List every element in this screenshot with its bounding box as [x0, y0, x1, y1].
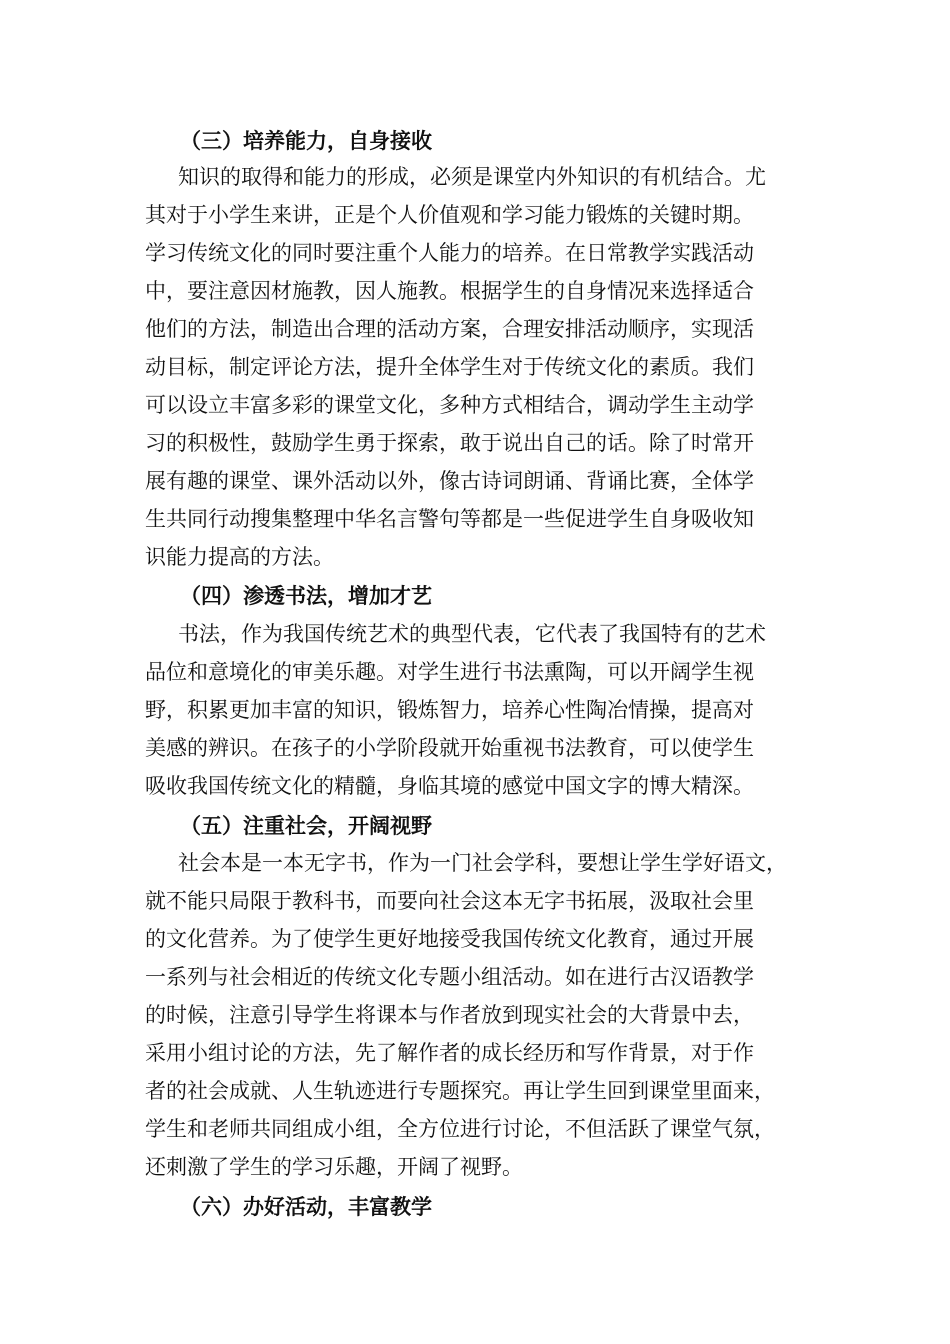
section-heading-5: （五）注重社会，开阔视野	[180, 814, 432, 838]
paragraph-line: 书法，作为我国传统艺术的典型代表，它代表了我国特有的艺术	[178, 622, 766, 646]
paragraph-line: 识能力提高的方法。	[145, 545, 334, 569]
paragraph-line: 生共同行动搜集整理中华名言警句等都是一些促进学生自身吸收知	[145, 507, 754, 531]
paragraph-line: 展有趣的课堂、课外活动以外，像古诗词朗诵、背诵比赛，全体学	[145, 469, 754, 493]
paragraph-line: 可以设立丰富多彩的课堂文化，多种方式相结合，调动学生主动学	[145, 393, 754, 417]
paragraph-line: 其对于小学生来讲，正是个人价值观和学习能力锻炼的关键时期。	[145, 203, 754, 227]
section-heading-6: （六）办好活动，丰富教学	[180, 1195, 432, 1219]
paragraph-line: 动目标，制定评论方法，提升全体学生对于传统文化的素质。我们	[145, 355, 754, 379]
paragraph-line: 就不能只局限于教科书，而要向社会这本无字书拓展，汲取社会里	[145, 889, 754, 913]
paragraph-line: 一系列与社会相近的传统文化专题小组活动。如在进行古汉语教学	[145, 965, 754, 989]
paragraph-line: 吸收我国传统文化的精髓，身临其境的感觉中国文字的博大精深。	[145, 774, 754, 798]
paragraph-line: 学生和老师共同组成小组，全方位进行讨论，不但活跃了课堂气氛，	[145, 1117, 775, 1141]
paragraph-line: 的文化营养。为了使学生更好地接受我国传统文化教育，通过开展	[145, 927, 754, 951]
paragraph-line: 品位和意境化的审美乐趣。对学生进行书法熏陶，可以开阔学生视	[145, 660, 754, 684]
section-heading-4: （四）渗透书法，增加才艺	[180, 584, 432, 608]
paragraph-line: 习的积极性，鼓励学生勇于探索，敢于说出自己的话。除了时常开	[145, 431, 754, 455]
paragraph-line: 社会本是一本无字书，作为一门社会学科，要想让学生学好语文，	[178, 851, 787, 875]
paragraph-line: 的时候，注意引导学生将课本与作者放到现实社会的大背景中去，	[145, 1003, 754, 1027]
paragraph-line: 野，积累更加丰富的知识，锻炼智力，培养心性陶冶情操，提高对	[145, 698, 754, 722]
paragraph-line: 学习传统文化的同时要注重个人能力的培养。在日常教学实践活动	[145, 241, 754, 265]
paragraph-line: 知识的取得和能力的形成，必须是课堂内外知识的有机结合。尤	[178, 165, 766, 189]
paragraph-line: 者的社会成就、人生轨迹进行专题探究。再让学生回到课堂里面来，	[145, 1079, 775, 1103]
paragraph-line: 还刺激了学生的学习乐趣，开阔了视野。	[145, 1155, 523, 1179]
section-heading-3: （三）培养能力，自身接收	[180, 129, 432, 153]
paragraph-line: 美感的辨识。在孩子的小学阶段就开始重视书法教育，可以使学生	[145, 736, 754, 760]
paragraph-line: 采用小组讨论的方法，先了解作者的成长经历和写作背景，对于作	[145, 1041, 754, 1065]
paragraph-line: 他们的方法，制造出合理的活动方案，合理安排活动顺序，实现活	[145, 317, 754, 341]
paragraph-line: 中，要注意因材施教，因人施教。根据学生的自身情况来选择适合	[145, 279, 754, 303]
